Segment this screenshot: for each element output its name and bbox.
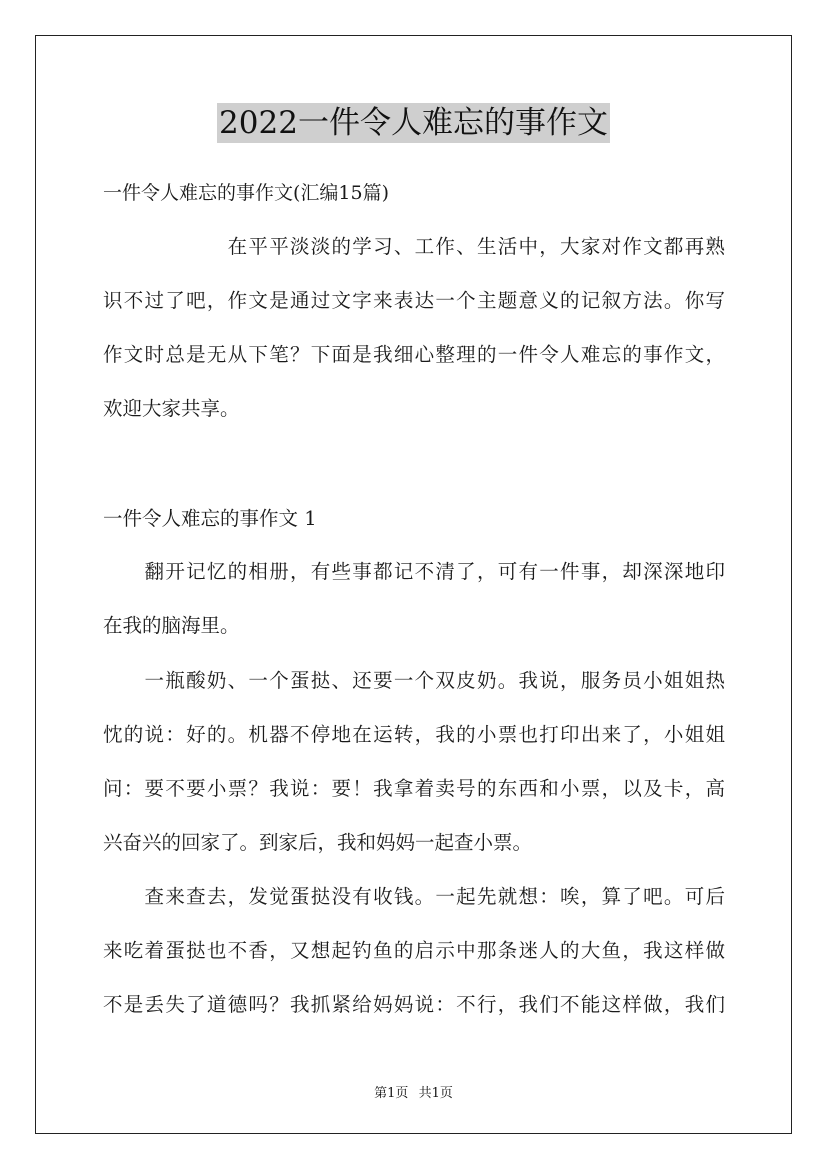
document-subtitle: 一件令人难忘的事作文(汇编15篇) — [103, 182, 390, 204]
paragraph-line: 忱的说：好的。机器不停地在运转，我的小票也打印出来了，小姐姐 — [103, 723, 725, 746]
body-paragraph-3 — [103, 870, 725, 1032]
paragraph-line: 在我的脑海里。 — [103, 614, 240, 637]
intro-line: 识不过了吧，作文是通过文字来表达一个主题意义的记叙方法。你写 — [103, 289, 725, 312]
title-container — [0, 103, 827, 143]
paragraph-line: 问：要不要小票？我说：要！我拿着卖号的东西和小票，以及卡，高 — [103, 777, 725, 800]
paragraph-line: 兴奋兴的回家了。到家后，我和妈妈一起查小票。 — [103, 831, 533, 854]
section-heading: 一件令人难忘的事作文 1 — [103, 507, 317, 530]
intro-line: 欢迎大家共享。 — [103, 397, 240, 420]
paragraph-line: 来吃着蛋挞也不香，又想起钓鱼的启示中那条迷人的大鱼，我这样做 — [103, 939, 725, 962]
body-paragraph-2 — [103, 654, 725, 870]
page-footer — [0, 1082, 827, 1101]
intro-line: 在平平淡淡的学习、工作、生活中，大家对作文都再熟 — [103, 235, 725, 258]
page-total: 共1页 — [418, 1086, 453, 1101]
paragraph-line: 翻开记忆的相册，有些事都记不清了，可有一件事，却深深地印 — [103, 560, 725, 583]
paragraph-line: 不是丢失了道德吗？我抓紧给妈妈说：不行，我们不能这样做，我们 — [103, 993, 725, 1016]
document-title: 2022一件令人难忘的事作文 — [219, 105, 608, 141]
body-paragraph-1 — [103, 545, 725, 653]
page-number: 第1页 — [374, 1086, 409, 1101]
paragraph-line: 一瓶酸奶、一个蛋挞、还要一个双皮奶。我说，服务员小姐姐热 — [103, 669, 725, 692]
intro-paragraph — [103, 220, 725, 436]
intro-line: 作文时总是无从下笔？下面是我细心整理的一件令人难忘的事作文， — [103, 343, 725, 366]
paragraph-line: 查来查去，发觉蛋挞没有收钱。一起先就想：唉，算了吧。可后 — [103, 885, 725, 908]
